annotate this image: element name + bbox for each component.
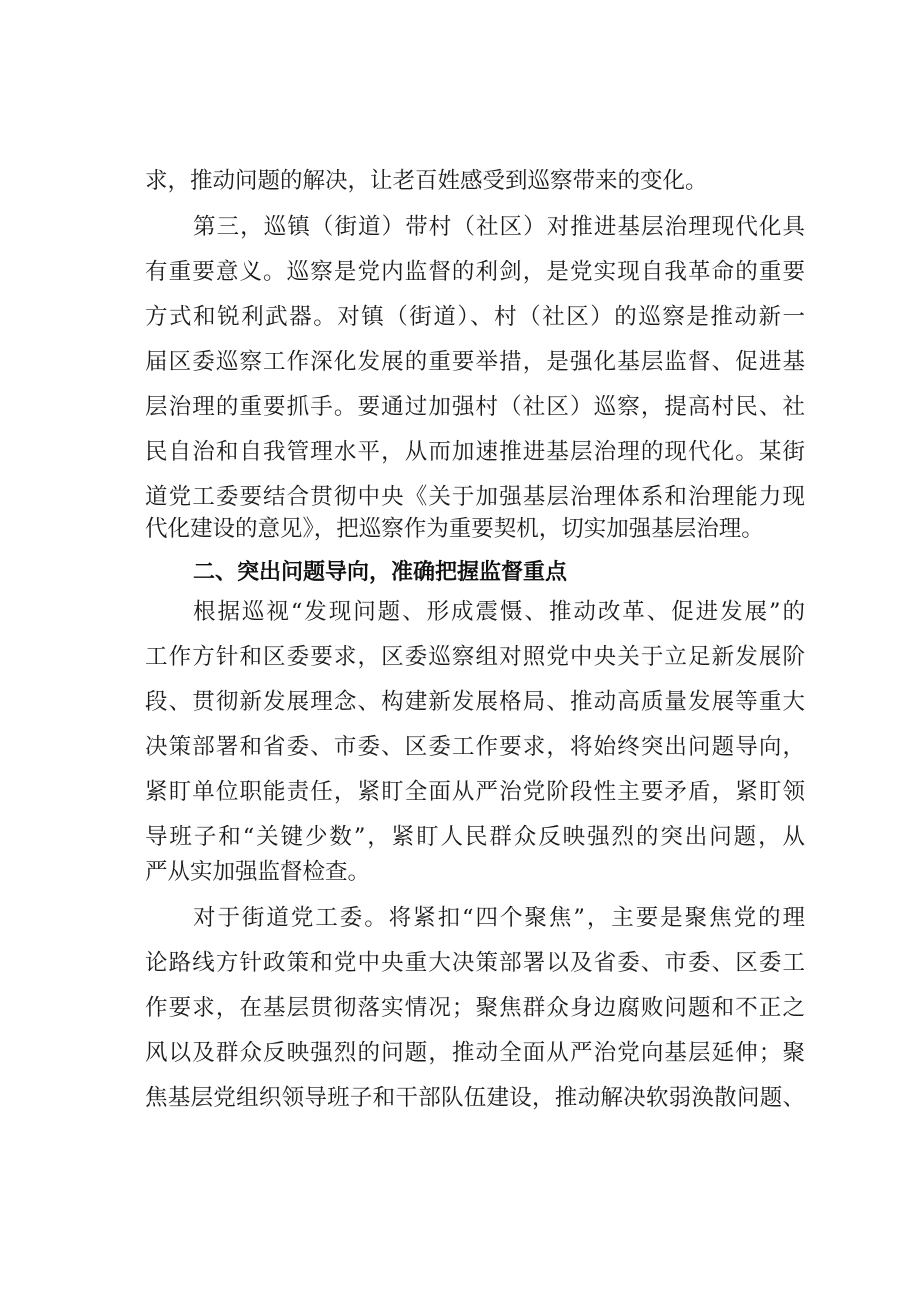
paragraph-line: 求，推动问题的解决，让老百姓感受到巡察带来的变化。 [145, 168, 708, 194]
paragraph-line: 根据巡视“发现问题、形成震慑、推动改革、促进发展”的 [193, 599, 805, 625]
paragraph-line: 层治理的重要抓手。要通过加强村（社区）巡察，提高村民、社 [145, 394, 805, 420]
paragraph-line: 有重要意义。巡察是党内监督的利剑，是党实现自我革命的重要 [145, 259, 805, 285]
section-heading: 二、突出问题导向，准确把握监督重点 [193, 560, 568, 585]
paragraph-line: 届区委巡察工作深化发展的重要举措，是强化基层监督、促进基 [145, 349, 805, 375]
paragraph-line: 代化建设的意见》，把巡察作为重要契机，切实加强基层治理。 [145, 516, 764, 542]
paragraph-line: 作要求，在基层贯彻落实情况；聚焦群众身边腐败问题和不正之 [145, 995, 805, 1021]
paragraph-line: 导班子和“关键少数”，紧盯人民群众反映强烈的突出问题，从 [145, 824, 805, 850]
paragraph-line: 决策部署和省委、市委、区委工作要求，将始终突出问题导向， [145, 734, 805, 760]
paragraph-line: 第三，巡镇（街道）带村（社区）对推进基层治理现代化具 [193, 214, 805, 240]
paragraph-line: 论路线方针政策和党中央重大决策部署以及省委、市委、区委工 [145, 950, 805, 976]
paragraph-line: 对于街道党工委。将紧扣“四个聚焦”，主要是聚焦党的理 [193, 905, 805, 931]
paragraph-line: 道党工委要结合贯彻中央《关于加强基层治理体系和治理能力现 [145, 484, 805, 510]
paragraph-line: 紧盯单位职能责任，紧盯全面从严治党阶段性主要矛盾，紧盯领 [145, 779, 805, 805]
paragraph-line: 严从实加强监督检查。 [145, 859, 371, 885]
paragraph-line: 工作方针和区委要求，区委巡察组对照党中央关于立足新发展阶 [145, 644, 805, 670]
paragraph-line: 风以及群众反映强烈的问题，推动全面从严治党向基层延伸；聚 [145, 1040, 805, 1066]
paragraph-line: 方式和锐利武器。对镇（街道）、村（社区）的巡察是推动新一 [145, 304, 805, 330]
paragraph-line: 民自治和自我管理水平，从而加速推进基层治理的现代化。某街 [145, 439, 805, 465]
paragraph-line: 段、贯彻新发展理念、构建新发展格局、推动高质量发展等重大 [145, 689, 805, 715]
paragraph-line: 焦基层党组织领导班子和干部队伍建设，推动解决软弱涣散问题、 [145, 1085, 805, 1111]
